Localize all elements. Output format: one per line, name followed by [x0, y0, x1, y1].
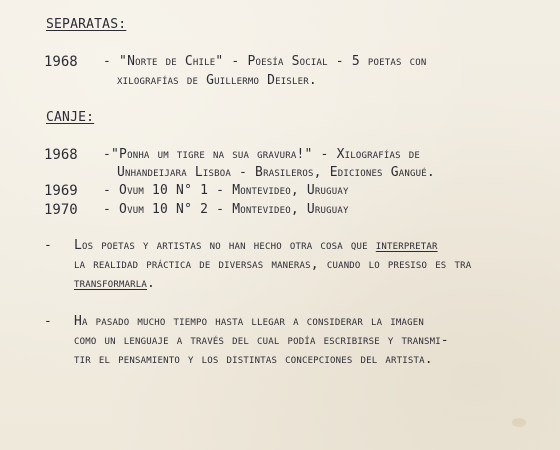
statement-2-line-3: tir el pensamiento y los distintas concepciones del artista. [74, 352, 433, 367]
canje-entry-2-year: 1969 [44, 183, 78, 199]
canje-entry-2-line-1: - Ovum 10 N° 1 - Montevideo, Uruguay [103, 183, 349, 198]
paper-stain [512, 418, 526, 427]
statement-1-emphasis-transformarla: transformarla [74, 276, 148, 291]
canje-entry-3-line-1: - Ovum 10 N° 2 - Montevideo, Uruguay [103, 202, 349, 217]
statement-1-line-2: la realidad práctica de diversas maneras, cuando lo presiso es tra [74, 257, 472, 272]
canje-entry-3-year: 1970 [44, 202, 78, 218]
statement-1-line-1 [74, 238, 438, 254]
statement-1-line-3 [74, 276, 155, 292]
statement-2-bullet: - [44, 314, 53, 329]
statement-2-line-1: Ha pasado mucho tiempo hasta llegar a considerar la imagen [74, 314, 424, 329]
statement-1-emphasis-interpretar: interpretar [375, 238, 438, 253]
canje-heading: CANJE: [46, 110, 95, 125]
statement-1-bullet: - [44, 238, 53, 253]
statement-1-line-1-text: Los poetas y artistas no han hecho otra cosa que [74, 238, 376, 253]
separatas-heading: SEPARATAS: [46, 17, 127, 32]
separatas-entry-line-2: xilografías de Guillermo Deisler. [117, 73, 317, 88]
statement-2-line-2: como un lenguaje a través del cual podía escribirse y transmi- [74, 333, 449, 348]
canje-entry-1-year: 1968 [44, 147, 78, 163]
statement-1-line-3-tail: . [147, 276, 156, 291]
separatas-year: 1968 [44, 54, 78, 70]
canje-entry-1-line-2: Unhandeijara Lisboa - Brasileros, Ediciones Gangué. [117, 165, 435, 180]
separatas-entry-line-1: - "Norte de Chile" - Poesía Social - 5 poetas con [103, 54, 427, 69]
canje-entry-1-line-1: -"Ponha um tigre na sua gravura!" - Xilografías de [103, 147, 421, 162]
